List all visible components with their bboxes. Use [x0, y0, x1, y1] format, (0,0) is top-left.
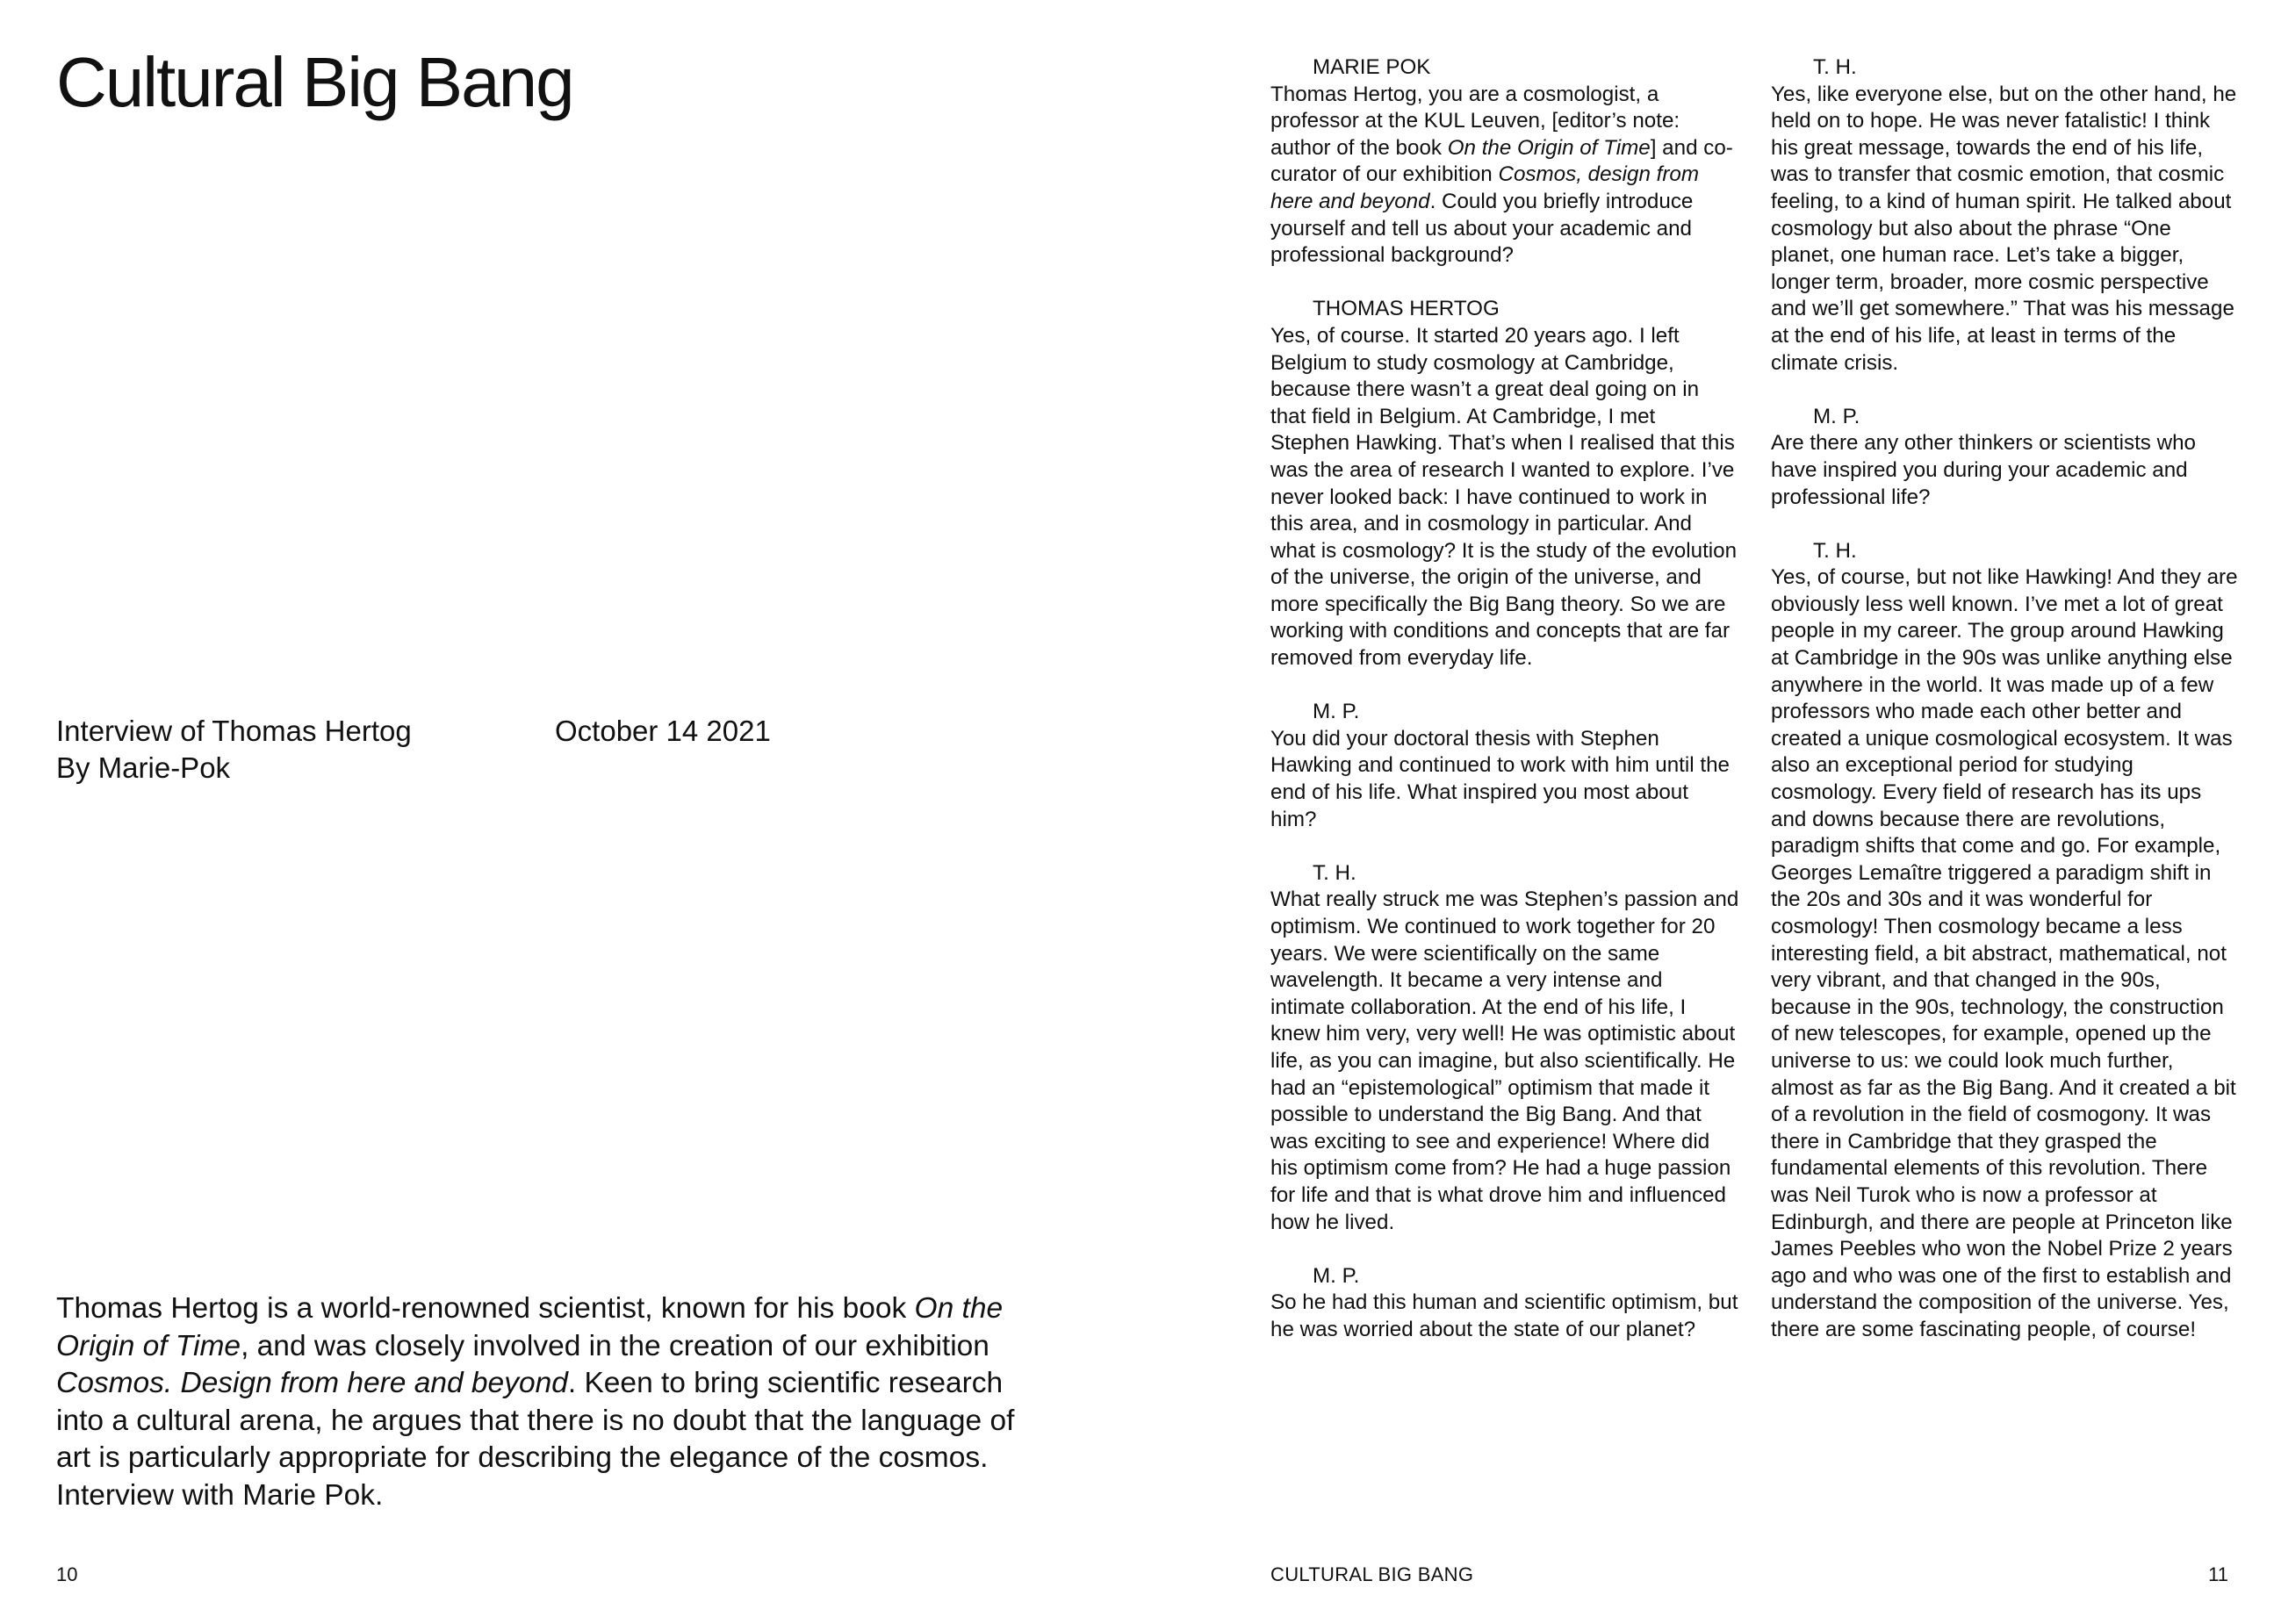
qa-block	[1270, 296, 1740, 672]
speaker-label: M. P.	[1313, 700, 1360, 724]
speech-text: Yes, like everyone else, but on the other hand, he held on to hope. He was never fatalistic! I think his great message, towards the end of his life, was to transfer that cosmic emotion, that cosmic feeling, to a kind of human spirit. He talked about cosmology but also about the phrase “One planet, one human race. Let’s take a bigger, longer term, broader, more cosmic perspective and we’ll get somewhere.” That was his message at the end of his life, at least in terms of the climate crisis.	[1771, 82, 2237, 375]
speech-text: Yes, of course. It started 20 years ago. I left Belgium to study cosmology at Cambridge, because there wasn’t a great deal going on in that field in Belgium. At Cambridge, I met Stephen Hawking. That’s when I realised that this was the area of research I wanted to explore. I’ve never looked back: I have continued to work in this area, and in cosmology in particular. And what is cosmology? It is the study of the evolution of the universe, the origin of the universe, and more specifically the Big Bang theory. So we are working with conditions and concepts that are far removed from everyday life.	[1270, 323, 1738, 671]
speech-text: So he had this human and scientific optimism, but he was worried about the state of our planet?	[1270, 1290, 1738, 1341]
speaker-label: M. P.	[1813, 404, 1860, 428]
qa-block	[1270, 699, 1740, 833]
interview-date: October 14 2021	[555, 715, 771, 747]
article-title: Cultural Big Bang	[56, 43, 573, 121]
speech-text: What really struck me was Stephen’s passion and optimism. We continued to work together for 20 years. We were scientifically on the same wavelength. It became a very intense and intimate collaboration. At the end of his life, I knew him very, very well! He was optimistic about life, as you can imagine, but also scientifically. He had an “epistemological” optimism that made it possible to understand the Big Bang. And that was exciting to see and experience! Where did his optimism come from? He had a huge passion for life and that is what drove him and influenced how he lived.	[1270, 887, 1739, 1234]
intro-paragraph	[56, 1290, 1018, 1514]
qa-block	[1270, 1263, 1740, 1344]
right-page	[1140, 0, 2281, 1624]
intro-exhibition-title: Cosmos. Design from here and beyond	[56, 1367, 568, 1399]
speech-text	[1270, 82, 1740, 269]
exhibition-title: Cosmos, design from here and beyond	[1270, 162, 1700, 213]
interview-column-2	[1771, 54, 2241, 1370]
qa-block	[1270, 860, 1740, 1236]
speaker-label: T. H.	[1813, 538, 1857, 563]
speech-text: You did your doctoral thesis with Stephen Hawking and continued to work with him until the end of his life. What inspired you most about him?	[1270, 726, 1730, 831]
speaker-label: T. H.	[1813, 55, 1857, 79]
interview-column-1	[1270, 54, 1740, 1370]
intro-text-3: . Keen to bring scientific research into a cultural arena, he argues that there is no doubt that the language of art is particularly appropriate for describing the elegance of the cosmos. Interview with Marie Pok.	[56, 1367, 1015, 1512]
qa-block	[1771, 54, 2241, 377]
speaker-label: M. P.	[1313, 1263, 1360, 1288]
speech-text: Are there any other thinkers or scientists who have inspired you during your academic and professional life?	[1771, 431, 2196, 509]
intro-book-title: On the Origin of Time	[56, 1292, 1004, 1362]
speech-text: Yes, of course, but not like Hawking! And they are obviously less well known. I’ve met a lot of great people in my career. The group around Hawking at Cambridge in the 90s was unlike anything else anywhere in the world. It was made up of a few professors who made each other better and created a unique cosmological ecosystem. It was also an exceptional period for studying cosmology. Every field of research has its ups and downs because there are revolutions, paradigm shifts that come and go. For example, Georges Lemaître triggered a paradigm shift in the 20s and 30s and it was wonderful for cosmology! Then cosmology became a less interesting field, a bit abstract, mathematical, not very vibrant, and that changed in the 90s, because in the 90s, technology, the construction of new telescopes, for example, opened up the universe to us: we could look much further, almost as far as the Big Bang. And it created a bit of a revolution in the field of cosmogony. It was there in Cambridge that they grasped the fundamental elements of this revolution. There was Neil Turok who is now a professor at Edinburgh, and there are people at Princeton like James Peebles who won the Nobel Prize 2 years ago and who was one of the first to establish and understand the composition of the universe. Yes, there are some fascinating people, of course!	[1771, 565, 2238, 1341]
speaker-label: T. H.	[1313, 860, 1356, 885]
speech-part: . Could you briefly introduce yourself and tell us about your academic and professional background?	[1270, 189, 1694, 268]
page-number-left: 10	[56, 1563, 78, 1585]
speech-part: Thomas Hertog, you are a cosmologist, a professor at the KUL Leuven, [editor’s note: author of the book	[1270, 82, 1680, 160]
speech-part: ] and co-curator of our exhibition	[1270, 135, 1733, 187]
page-number-right: 11	[2208, 1563, 2228, 1585]
speaker-label: THOMAS HERTOG	[1313, 297, 1500, 321]
byline	[56, 713, 412, 787]
book-title: On the Origin of Time	[1447, 135, 1651, 160]
intro-text-2: , and was closely involved in the creation of our exhibition	[241, 1329, 989, 1362]
intro-text-1: Thomas Hertog is a world-renowned scientist, known for his book	[56, 1292, 915, 1325]
left-page	[0, 0, 1140, 1624]
qa-block	[1270, 54, 1740, 269]
byline-author: By Marie-Pok	[56, 751, 231, 784]
speaker-label: MARIE POK	[1313, 55, 1431, 79]
byline-interview: Interview of Thomas Hertog	[56, 715, 412, 747]
qa-block	[1771, 404, 2241, 511]
qa-block	[1771, 538, 2241, 1344]
running-head: CULTURAL BIG BANG	[1270, 1563, 1474, 1585]
